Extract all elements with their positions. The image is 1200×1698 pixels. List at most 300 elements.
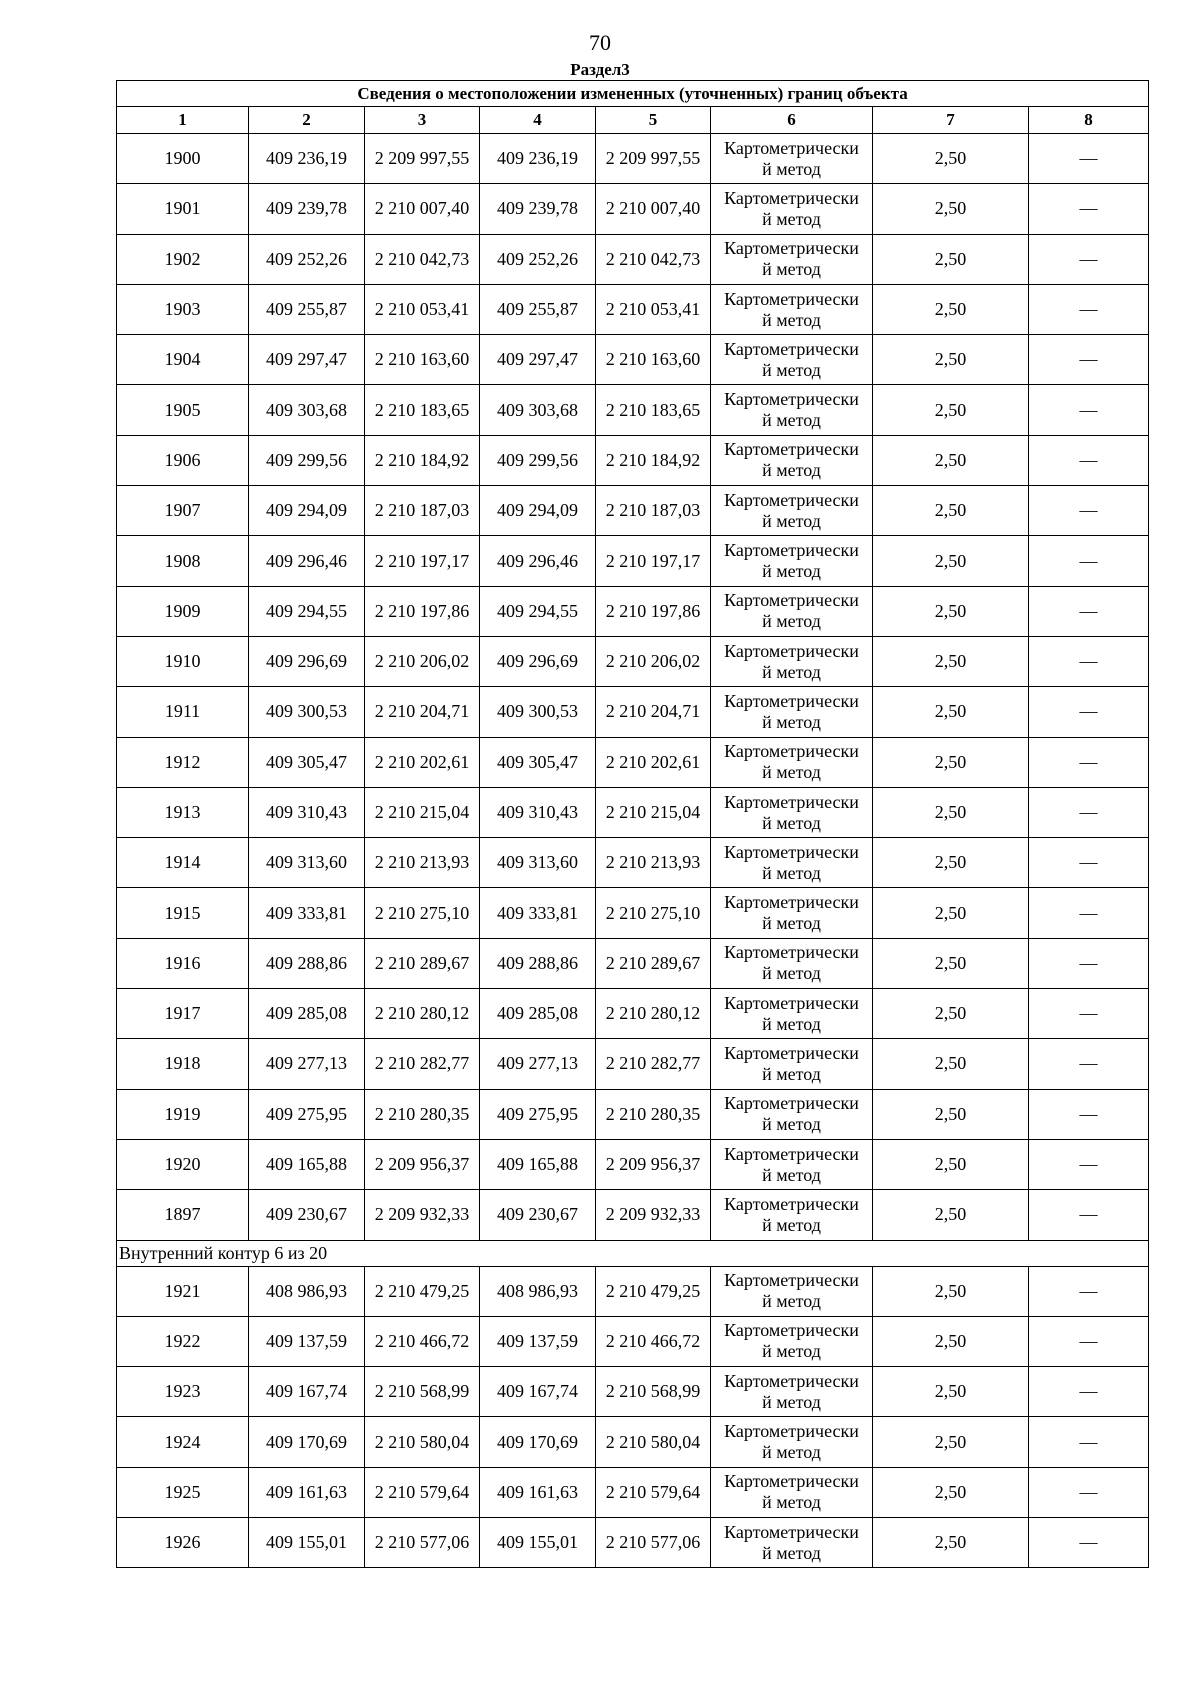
y-coord-refined-cell: 2 210 280,12 bbox=[596, 989, 711, 1039]
point-number-cell: 1901 bbox=[117, 184, 249, 234]
table-row bbox=[117, 989, 1149, 1039]
method-text-line: Картометрически bbox=[724, 389, 859, 410]
method-cell bbox=[711, 385, 873, 435]
description-cell: — bbox=[1029, 1266, 1149, 1316]
y-coord-existing-cell: 2 210 197,86 bbox=[365, 586, 480, 636]
y-coord-refined-cell: 2 210 206,02 bbox=[596, 636, 711, 686]
x-coord-refined-cell: 409 310,43 bbox=[480, 787, 596, 837]
method-cell bbox=[711, 1039, 873, 1089]
x-coord-existing-cell: 409 288,86 bbox=[249, 938, 365, 988]
method-text-line: Картометрически bbox=[724, 1521, 859, 1542]
y-coord-existing-cell: 2 210 479,25 bbox=[365, 1266, 480, 1316]
method-text-line: й метод bbox=[762, 611, 821, 632]
method-cell bbox=[711, 1367, 873, 1417]
method-text-line: й метод bbox=[762, 963, 821, 984]
description-cell: — bbox=[1029, 1467, 1149, 1517]
method-text-line: Картометрически bbox=[724, 841, 859, 862]
y-coord-existing-cell: 2 210 215,04 bbox=[365, 787, 480, 837]
section-label: Раздел3 bbox=[570, 60, 630, 79]
column-number-row bbox=[117, 107, 1149, 134]
method-cell bbox=[711, 486, 873, 536]
method-cell bbox=[711, 1316, 873, 1366]
y-coord-existing-cell: 2 210 280,35 bbox=[365, 1089, 480, 1139]
point-number-cell: 1916 bbox=[117, 938, 249, 988]
method-cell bbox=[711, 1190, 873, 1240]
precision-cell: 2,50 bbox=[873, 888, 1029, 938]
point-number-cell: 1920 bbox=[117, 1139, 249, 1189]
method-text-line: й метод bbox=[762, 1341, 821, 1362]
precision-cell: 2,50 bbox=[873, 1190, 1029, 1240]
x-coord-existing-cell: 409 255,87 bbox=[249, 284, 365, 334]
y-coord-existing-cell: 2 210 163,60 bbox=[365, 335, 480, 385]
method-text-line: Картометрически bbox=[724, 338, 859, 359]
precision-cell: 2,50 bbox=[873, 787, 1029, 837]
precision-cell: 2,50 bbox=[873, 486, 1029, 536]
x-coord-existing-cell: 409 275,95 bbox=[249, 1089, 365, 1139]
x-coord-existing-cell: 409 285,08 bbox=[249, 989, 365, 1039]
y-coord-existing-cell: 2 210 197,17 bbox=[365, 536, 480, 586]
y-coord-refined-cell: 2 210 163,60 bbox=[596, 335, 711, 385]
point-number-cell: 1924 bbox=[117, 1417, 249, 1467]
table-row bbox=[117, 938, 1149, 988]
description-cell: — bbox=[1029, 888, 1149, 938]
x-coord-refined-cell: 409 305,47 bbox=[480, 737, 596, 787]
y-coord-refined-cell: 2 210 204,71 bbox=[596, 687, 711, 737]
method-text-line: Картометрически bbox=[724, 1042, 859, 1063]
y-coord-existing-cell: 2 210 579,64 bbox=[365, 1467, 480, 1517]
y-coord-existing-cell: 2 209 932,33 bbox=[365, 1190, 480, 1240]
description-cell: — bbox=[1029, 335, 1149, 385]
table-body bbox=[117, 81, 1149, 1568]
method-text-line: Картометрически bbox=[724, 187, 859, 208]
method-text-line: й метод bbox=[762, 208, 821, 229]
method-cell bbox=[711, 184, 873, 234]
y-coord-refined-cell: 2 210 215,04 bbox=[596, 787, 711, 837]
y-coord-refined-cell: 2 210 007,40 bbox=[596, 184, 711, 234]
description-cell: — bbox=[1029, 938, 1149, 988]
precision-cell: 2,50 bbox=[873, 184, 1029, 234]
y-coord-existing-cell: 2 210 580,04 bbox=[365, 1417, 480, 1467]
x-coord-existing-cell: 409 252,26 bbox=[249, 234, 365, 284]
method-text-line: й метод bbox=[762, 711, 821, 732]
x-coord-refined-cell: 409 137,59 bbox=[480, 1316, 596, 1366]
y-coord-existing-cell: 2 209 997,55 bbox=[365, 134, 480, 184]
point-number-cell: 1906 bbox=[117, 435, 249, 485]
y-coord-refined-cell: 2 210 184,92 bbox=[596, 435, 711, 485]
table-row bbox=[117, 888, 1149, 938]
precision-cell: 2,50 bbox=[873, 435, 1029, 485]
point-number-cell: 1919 bbox=[117, 1089, 249, 1139]
table-row bbox=[117, 787, 1149, 837]
point-number-cell: 1925 bbox=[117, 1467, 249, 1517]
x-coord-existing-cell: 409 297,47 bbox=[249, 335, 365, 385]
description-cell: — bbox=[1029, 687, 1149, 737]
y-coord-refined-cell: 2 209 932,33 bbox=[596, 1190, 711, 1240]
x-coord-existing-cell: 409 294,55 bbox=[249, 586, 365, 636]
column-number: 1 bbox=[117, 107, 249, 134]
method-text-line: й метод bbox=[762, 359, 821, 380]
y-coord-existing-cell: 2 210 275,10 bbox=[365, 888, 480, 938]
y-coord-existing-cell: 2 210 466,72 bbox=[365, 1316, 480, 1366]
method-text-line: й метод bbox=[762, 1013, 821, 1034]
table-row bbox=[117, 385, 1149, 435]
method-cell bbox=[711, 737, 873, 787]
y-coord-existing-cell: 2 210 280,12 bbox=[365, 989, 480, 1039]
y-coord-refined-cell: 2 210 197,17 bbox=[596, 536, 711, 586]
x-coord-existing-cell: 409 310,43 bbox=[249, 787, 365, 837]
description-cell: — bbox=[1029, 586, 1149, 636]
y-coord-existing-cell: 2 210 282,77 bbox=[365, 1039, 480, 1089]
column-number: 3 bbox=[365, 107, 480, 134]
method-cell bbox=[711, 888, 873, 938]
precision-cell: 2,50 bbox=[873, 134, 1029, 184]
y-coord-refined-cell: 2 210 466,72 bbox=[596, 1316, 711, 1366]
table-row bbox=[117, 1417, 1149, 1467]
x-coord-existing-cell: 409 300,53 bbox=[249, 687, 365, 737]
y-coord-existing-cell: 2 209 956,37 bbox=[365, 1139, 480, 1189]
x-coord-existing-cell: 409 313,60 bbox=[249, 838, 365, 888]
y-coord-existing-cell: 2 210 206,02 bbox=[365, 636, 480, 686]
y-coord-refined-cell: 2 210 479,25 bbox=[596, 1266, 711, 1316]
method-cell bbox=[711, 335, 873, 385]
table-row bbox=[117, 636, 1149, 686]
y-coord-refined-cell: 2 210 579,64 bbox=[596, 1467, 711, 1517]
method-cell bbox=[711, 687, 873, 737]
description-cell: — bbox=[1029, 435, 1149, 485]
method-text-line: й метод bbox=[762, 1492, 821, 1513]
method-text-line: Картометрически bbox=[724, 1320, 859, 1341]
method-text-line: Картометрически bbox=[724, 791, 859, 812]
description-cell: — bbox=[1029, 1316, 1149, 1366]
table-row bbox=[117, 184, 1149, 234]
precision-cell: 2,50 bbox=[873, 687, 1029, 737]
method-cell bbox=[711, 787, 873, 837]
description-cell: — bbox=[1029, 134, 1149, 184]
precision-cell: 2,50 bbox=[873, 838, 1029, 888]
method-text-line: й метод bbox=[762, 1164, 821, 1185]
table-row bbox=[117, 838, 1149, 888]
description-cell: — bbox=[1029, 1139, 1149, 1189]
method-text-line: й метод bbox=[762, 1542, 821, 1563]
point-number-cell: 1897 bbox=[117, 1190, 249, 1240]
description-cell: — bbox=[1029, 1190, 1149, 1240]
method-cell bbox=[711, 938, 873, 988]
x-coord-existing-cell: 409 167,74 bbox=[249, 1367, 365, 1417]
y-coord-existing-cell: 2 210 213,93 bbox=[365, 838, 480, 888]
method-text-line: Картометрически bbox=[724, 1471, 859, 1492]
table-row bbox=[117, 1316, 1149, 1366]
y-coord-existing-cell: 2 210 204,71 bbox=[365, 687, 480, 737]
method-text-line: Картометрически bbox=[724, 1370, 859, 1391]
x-coord-refined-cell: 409 155,01 bbox=[480, 1518, 596, 1568]
point-number-cell: 1921 bbox=[117, 1266, 249, 1316]
method-text-line: й метод bbox=[762, 862, 821, 883]
point-number-cell: 1900 bbox=[117, 134, 249, 184]
x-coord-existing-cell: 409 303,68 bbox=[249, 385, 365, 435]
y-coord-existing-cell: 2 210 577,06 bbox=[365, 1518, 480, 1568]
point-number-cell: 1923 bbox=[117, 1367, 249, 1417]
x-coord-refined-cell: 409 255,87 bbox=[480, 284, 596, 334]
x-coord-refined-cell: 409 333,81 bbox=[480, 888, 596, 938]
x-coord-existing-cell: 409 299,56 bbox=[249, 435, 365, 485]
table-row bbox=[117, 1266, 1149, 1316]
precision-cell: 2,50 bbox=[873, 536, 1029, 586]
method-text-line: Картометрически bbox=[724, 238, 859, 259]
precision-cell: 2,50 bbox=[873, 335, 1029, 385]
y-coord-existing-cell: 2 210 187,03 bbox=[365, 486, 480, 536]
method-text-line: й метод bbox=[762, 661, 821, 682]
x-coord-refined-cell: 409 294,55 bbox=[480, 586, 596, 636]
method-text-line: й метод bbox=[762, 410, 821, 431]
y-coord-existing-cell: 2 210 202,61 bbox=[365, 737, 480, 787]
method-cell bbox=[711, 1417, 873, 1467]
contour-section-row bbox=[117, 1240, 1149, 1266]
x-coord-refined-cell: 409 297,47 bbox=[480, 335, 596, 385]
table-row bbox=[117, 536, 1149, 586]
method-text-line: й метод bbox=[762, 1442, 821, 1463]
description-cell: — bbox=[1029, 787, 1149, 837]
point-number-cell: 1904 bbox=[117, 335, 249, 385]
x-coord-refined-cell: 409 299,56 bbox=[480, 435, 596, 485]
precision-cell: 2,50 bbox=[873, 636, 1029, 686]
description-cell: — bbox=[1029, 838, 1149, 888]
x-coord-refined-cell: 409 294,09 bbox=[480, 486, 596, 536]
method-cell bbox=[711, 1139, 873, 1189]
method-cell bbox=[711, 636, 873, 686]
method-text-line: й метод bbox=[762, 913, 821, 934]
table-row bbox=[117, 284, 1149, 334]
precision-cell: 2,50 bbox=[873, 1139, 1029, 1189]
description-cell: — bbox=[1029, 1417, 1149, 1467]
precision-cell: 2,50 bbox=[873, 385, 1029, 435]
x-coord-existing-cell: 409 305,47 bbox=[249, 737, 365, 787]
x-coord-refined-cell: 409 296,69 bbox=[480, 636, 596, 686]
method-cell bbox=[711, 134, 873, 184]
method-text-line: Картометрически bbox=[724, 1270, 859, 1291]
x-coord-existing-cell: 408 986,93 bbox=[249, 1266, 365, 1316]
method-text-line: й метод bbox=[762, 510, 821, 531]
column-number: 2 bbox=[249, 107, 365, 134]
y-coord-refined-cell: 2 209 997,55 bbox=[596, 134, 711, 184]
method-text-line: й метод bbox=[762, 1063, 821, 1084]
method-text-line: Картометрически bbox=[724, 942, 859, 963]
method-text-line: й метод bbox=[762, 1391, 821, 1412]
contour-label: Внутренний контур 6 из 20 bbox=[117, 1240, 1149, 1266]
x-coord-existing-cell: 409 137,59 bbox=[249, 1316, 365, 1366]
method-text-line: Картометрически bbox=[724, 690, 859, 711]
x-coord-existing-cell: 409 155,01 bbox=[249, 1518, 365, 1568]
description-cell: — bbox=[1029, 1089, 1149, 1139]
x-coord-refined-cell: 409 288,86 bbox=[480, 938, 596, 988]
point-number-cell: 1905 bbox=[117, 385, 249, 435]
y-coord-refined-cell: 2 210 053,41 bbox=[596, 284, 711, 334]
x-coord-existing-cell: 409 236,19 bbox=[249, 134, 365, 184]
method-text-line: Картометрически bbox=[724, 137, 859, 158]
table-row bbox=[117, 1367, 1149, 1417]
description-cell: — bbox=[1029, 737, 1149, 787]
method-cell bbox=[711, 1266, 873, 1316]
x-coord-refined-cell: 409 296,46 bbox=[480, 536, 596, 586]
method-text-line: й метод bbox=[762, 158, 821, 179]
x-coord-existing-cell: 409 296,69 bbox=[249, 636, 365, 686]
x-coord-existing-cell: 409 170,69 bbox=[249, 1417, 365, 1467]
point-number-cell: 1926 bbox=[117, 1518, 249, 1568]
method-cell bbox=[711, 234, 873, 284]
point-number-cell: 1922 bbox=[117, 1316, 249, 1366]
x-coord-refined-cell: 409 313,60 bbox=[480, 838, 596, 888]
point-number-cell: 1910 bbox=[117, 636, 249, 686]
method-text-line: Картометрически bbox=[724, 992, 859, 1013]
description-cell: — bbox=[1029, 184, 1149, 234]
precision-cell: 2,50 bbox=[873, 284, 1029, 334]
x-coord-refined-cell: 409 170,69 bbox=[480, 1417, 596, 1467]
table-row bbox=[117, 586, 1149, 636]
y-coord-refined-cell: 2 210 275,10 bbox=[596, 888, 711, 938]
precision-cell: 2,50 bbox=[873, 1316, 1029, 1366]
y-coord-refined-cell: 2 209 956,37 bbox=[596, 1139, 711, 1189]
method-cell bbox=[711, 284, 873, 334]
coordinates-table bbox=[116, 80, 1149, 1568]
method-cell bbox=[711, 586, 873, 636]
column-number: 6 bbox=[711, 107, 873, 134]
method-text-line: Картометрически bbox=[724, 640, 859, 661]
point-number-cell: 1918 bbox=[117, 1039, 249, 1089]
table-row bbox=[117, 1139, 1149, 1189]
y-coord-existing-cell: 2 210 568,99 bbox=[365, 1367, 480, 1417]
x-coord-refined-cell: 409 277,13 bbox=[480, 1039, 596, 1089]
method-cell bbox=[711, 536, 873, 586]
y-coord-existing-cell: 2 210 042,73 bbox=[365, 234, 480, 284]
precision-cell: 2,50 bbox=[873, 938, 1029, 988]
description-cell: — bbox=[1029, 234, 1149, 284]
x-coord-refined-cell: 409 236,19 bbox=[480, 134, 596, 184]
point-number-cell: 1902 bbox=[117, 234, 249, 284]
table-row bbox=[117, 134, 1149, 184]
point-number-cell: 1912 bbox=[117, 737, 249, 787]
precision-cell: 2,50 bbox=[873, 737, 1029, 787]
description-cell: — bbox=[1029, 1367, 1149, 1417]
description-cell: — bbox=[1029, 486, 1149, 536]
page-number: 70 bbox=[589, 30, 611, 55]
y-coord-refined-cell: 2 210 289,67 bbox=[596, 938, 711, 988]
precision-cell: 2,50 bbox=[873, 234, 1029, 284]
y-coord-refined-cell: 2 210 187,03 bbox=[596, 486, 711, 536]
method-text-line: Картометрически bbox=[724, 1093, 859, 1114]
x-coord-existing-cell: 409 239,78 bbox=[249, 184, 365, 234]
table-row bbox=[117, 1089, 1149, 1139]
method-cell bbox=[711, 1467, 873, 1517]
column-number: 7 bbox=[873, 107, 1029, 134]
table-row bbox=[117, 435, 1149, 485]
point-number-cell: 1913 bbox=[117, 787, 249, 837]
y-coord-refined-cell: 2 210 577,06 bbox=[596, 1518, 711, 1568]
y-coord-refined-cell: 2 210 568,99 bbox=[596, 1367, 711, 1417]
precision-cell: 2,50 bbox=[873, 989, 1029, 1039]
x-coord-existing-cell: 409 296,46 bbox=[249, 536, 365, 586]
method-text-line: Картометрически bbox=[724, 1143, 859, 1164]
method-text-line: Картометрически bbox=[724, 1193, 859, 1214]
x-coord-existing-cell: 409 165,88 bbox=[249, 1139, 365, 1189]
table-title-row bbox=[117, 81, 1149, 107]
method-cell bbox=[711, 1518, 873, 1568]
table-row bbox=[117, 1518, 1149, 1568]
table-row bbox=[117, 1039, 1149, 1089]
table-row bbox=[117, 1190, 1149, 1240]
precision-cell: 2,50 bbox=[873, 1467, 1029, 1517]
table-row bbox=[117, 335, 1149, 385]
x-coord-refined-cell: 409 167,74 bbox=[480, 1367, 596, 1417]
y-coord-refined-cell: 2 210 042,73 bbox=[596, 234, 711, 284]
x-coord-refined-cell: 409 252,26 bbox=[480, 234, 596, 284]
x-coord-existing-cell: 409 277,13 bbox=[249, 1039, 365, 1089]
y-coord-refined-cell: 2 210 197,86 bbox=[596, 586, 711, 636]
precision-cell: 2,50 bbox=[873, 1039, 1029, 1089]
description-cell: — bbox=[1029, 284, 1149, 334]
description-cell: — bbox=[1029, 385, 1149, 435]
x-coord-refined-cell: 409 165,88 bbox=[480, 1139, 596, 1189]
method-text-line: Картометрически bbox=[724, 439, 859, 460]
y-coord-existing-cell: 2 210 184,92 bbox=[365, 435, 480, 485]
x-coord-refined-cell: 408 986,93 bbox=[480, 1266, 596, 1316]
point-number-cell: 1908 bbox=[117, 536, 249, 586]
x-coord-refined-cell: 409 300,53 bbox=[480, 687, 596, 737]
y-coord-refined-cell: 2 210 580,04 bbox=[596, 1417, 711, 1467]
y-coord-refined-cell: 2 210 183,65 bbox=[596, 385, 711, 435]
method-text-line: Картометрически bbox=[724, 892, 859, 913]
column-number: 5 bbox=[596, 107, 711, 134]
method-cell bbox=[711, 435, 873, 485]
precision-cell: 2,50 bbox=[873, 1518, 1029, 1568]
y-coord-refined-cell: 2 210 282,77 bbox=[596, 1039, 711, 1089]
method-text-line: й метод bbox=[762, 812, 821, 833]
table-row bbox=[117, 234, 1149, 284]
column-number: 4 bbox=[480, 107, 596, 134]
y-coord-existing-cell: 2 210 183,65 bbox=[365, 385, 480, 435]
x-coord-existing-cell: 409 294,09 bbox=[249, 486, 365, 536]
x-coord-refined-cell: 409 303,68 bbox=[480, 385, 596, 435]
point-number-cell: 1917 bbox=[117, 989, 249, 1039]
method-text-line: Картометрически bbox=[724, 1421, 859, 1442]
method-text-line: й метод bbox=[762, 309, 821, 330]
x-coord-existing-cell: 409 333,81 bbox=[249, 888, 365, 938]
method-text-line: й метод bbox=[762, 1291, 821, 1312]
method-text-line: й метод bbox=[762, 259, 821, 280]
method-text-line: Картометрически bbox=[724, 741, 859, 762]
table-row bbox=[117, 1467, 1149, 1517]
precision-cell: 2,50 bbox=[873, 1089, 1029, 1139]
x-coord-existing-cell: 409 230,67 bbox=[249, 1190, 365, 1240]
point-number-cell: 1914 bbox=[117, 838, 249, 888]
y-coord-existing-cell: 2 210 289,67 bbox=[365, 938, 480, 988]
precision-cell: 2,50 bbox=[873, 1367, 1029, 1417]
method-cell bbox=[711, 989, 873, 1039]
description-cell: — bbox=[1029, 989, 1149, 1039]
precision-cell: 2,50 bbox=[873, 1417, 1029, 1467]
method-text-line: й метод bbox=[762, 1214, 821, 1235]
table-title: Сведения о местоположении измененных (уточненных) границ объекта bbox=[117, 81, 1149, 107]
method-cell bbox=[711, 1089, 873, 1139]
point-number-cell: 1911 bbox=[117, 687, 249, 737]
precision-cell: 2,50 bbox=[873, 586, 1029, 636]
point-number-cell: 1915 bbox=[117, 888, 249, 938]
method-text-line: Картометрически bbox=[724, 489, 859, 510]
method-cell bbox=[711, 838, 873, 888]
table-row bbox=[117, 687, 1149, 737]
x-coord-refined-cell: 409 275,95 bbox=[480, 1089, 596, 1139]
method-text-line: й метод bbox=[762, 460, 821, 481]
method-text-line: Картометрически bbox=[724, 590, 859, 611]
description-cell: — bbox=[1029, 636, 1149, 686]
